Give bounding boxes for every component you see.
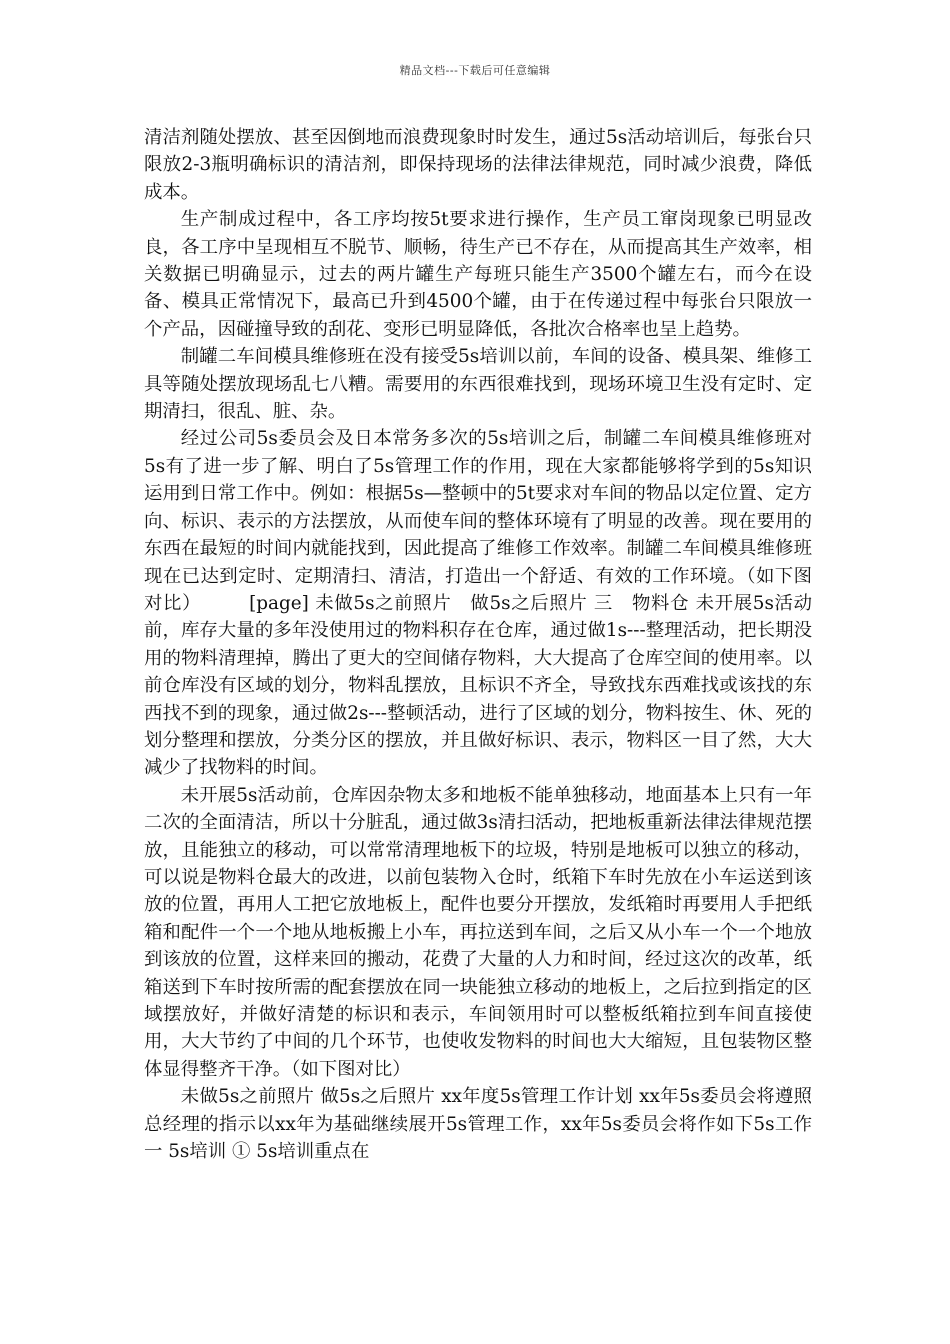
- paragraph: 未做5s之前照片 做5s之后照片 xx年度5s管理工作计划 xx年5s委员会将遵照总经理的指示以xx年为基础继续展开5s管理工作，xx年5s委员会将作如下5s工作 一 5s培训 ① 5s培训重点在: [144, 1086, 812, 1163]
- paragraph: 生产制成过程中，各工序均按5t要求进行操作，生产员工窜岗现象已明显改良，各工序中呈现相互不脱节、顺畅，待生产已不存在，从而提高其生产效率，相关数据已明确显示，过去的两片罐生产每班只能生产3500个罐左右，而今在设备、模具正常情况下，最高已升到4500个罐，由于在传递过程中每张台只限放一个产品，因碰撞导致的刮花、变形已明显降低，各批次合格率也呈上趋势。: [144, 209, 812, 340]
- paragraph: 未开展5s活动前，仓库因杂物太多和地板不能单独移动，地面基本上只有一年二次的全面清洁，所以十分脏乱，通过做3s清扫活动，把地板重新法律法律规范摆放，且能独立的移动，可以常常清理地板下的垃圾，特别是地板可以独立的移动，可以说是物料仓最大的改进，以前包装物入仓时，纸箱下车时先放在小车运送到该放的位置，再用人工把它放地板上，配件也要分开摆放，发纸箱时再要用人手把纸箱和配件一个一个地从地板搬上小车，再拉送到车间，之后又从小车一个一个地放到该放的位置，这样来回的搬动，花费了大量的人力和时间，经过这次的改革，纸箱送到下车时按所需的配套摆放在同一块能独立移动的地板上，之后拉到指定的区域摆放好，并做好清楚的标识和表示，车间领用时可以整板纸箱拉到车间直接使用，大大节约了中间的几个环节，也使收发物料的时间也大大缩短，且包装物区整体显得整齐干净。（如下图对比）: [144, 784, 812, 1080]
- paragraph: 经过公司5s委员会及日本常务多次的5s培训之后，制罐二车间模具维修班对5s有了进一步了解、明白了5s管理工作的作用，现在大家都能够将学到的5s知识运用到日常工作中。例如：根据5s—整顿中的5t要求对车间的物品以定位置、定方向、标识、表示的方法摆放，从而使车间的整体环境有了明显的改善。现在要用的东西在最短的时间内就能找到，因此提高了维修工作效率。制罐二车间模具维修班现在已达到定时、定期清扫、清洁，打造出一个舒适、有效的工作环境。（如下图对比） [page] 未做5s之前照片 做5s之后照片 三 物料仓 未开展5s活动前，库存大量的多年没使用过的物料积存在仓库，通过做1s---整理活动，把长期没用的物料清理掉，腾出了更大的空间储存物料，大大提高了仓库空间的使用率。以前仓库没有区域的划分，物料乱摆放，且标识不齐全，导致找东西难找或该找的东西找不到的现象，通过做2s---整顿活动，进行了区域的划分，物料按生、休、死的划分整理和摆放，分类分区的摆放，并且做好标识、表示，物料区一目了然，大大减少了找物料的时间。: [144, 428, 812, 779]
- page-header: 精品文档---下载后可任意编辑: [399, 64, 551, 77]
- document-body: [144, 124, 812, 1165]
- paragraph: 清洁剂随处摆放、甚至因倒地而浪费现象时时发生，通过5s活动培训后，每张台只限放2-3瓶明确标识的清洁剂，即保持现场的法律法律规范，同时减少浪费，降低成本。: [144, 127, 812, 203]
- paragraph: 制罐二车间模具维修班在没有接受5s培训以前，车间的设备、模具架、维修工具等随处摆放现场乱七八糟。需要用的东西很难找到，现场环境卫生没有定时、定期清扫，很乱、脏、杂。: [144, 346, 812, 423]
